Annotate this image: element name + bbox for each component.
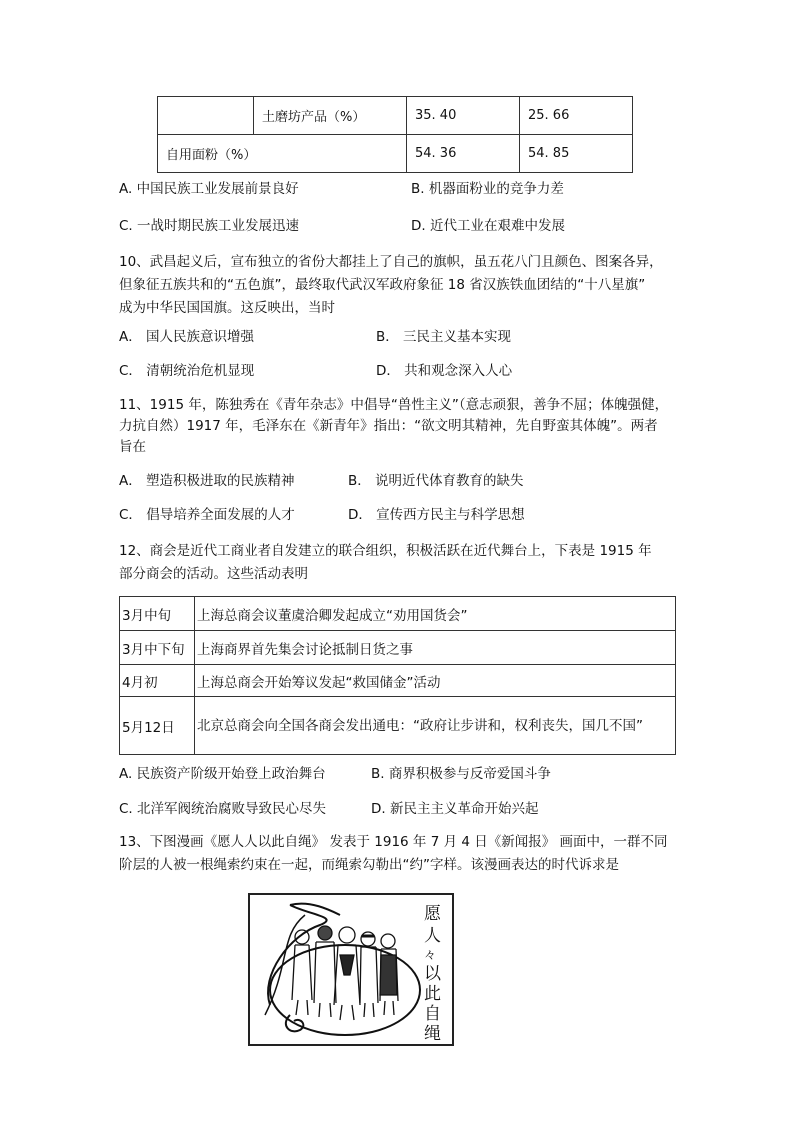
table-row xyxy=(158,97,633,135)
question-13-text: 13、下图漫画《愿人人以此自绳》 发表于 1916 年 7 月 4 日《新闻报》 画面中，一群不同 xyxy=(119,834,668,850)
option-c: C． 清朝统治危机显现 xyxy=(119,363,255,379)
table-row xyxy=(120,697,676,755)
question-10-text: 10、武昌起义后，宣布独立的省份大都挂上了自己的旗帜，虽五花八门且颜色、图案各异， xyxy=(119,254,663,270)
table-cell: 25. 66 xyxy=(520,97,633,135)
svg-text:以: 以 xyxy=(424,964,441,984)
question-11-text: 旨在 xyxy=(119,439,146,455)
svg-text:々: 々 xyxy=(424,948,437,962)
table-cell: 土磨坊产品（%） xyxy=(254,97,407,135)
chamber-activity-table xyxy=(119,596,676,755)
date-cell: 3月中下旬 xyxy=(120,631,195,665)
question-12-text: 部分商会的活动。这些活动表明 xyxy=(119,566,308,582)
svg-text:自: 自 xyxy=(424,1004,441,1024)
flour-table xyxy=(157,96,633,173)
option-b: B. 机器面粉业的竞争力差 xyxy=(411,181,564,197)
event-cell: 北京总商会向全国各商会发出通电：“政府让步讲和，权利丧失，国几不国” xyxy=(195,697,676,755)
question-11-text: 力抗自然）1917 年，毛泽东在《新青年》指出：“欲文明其精神，先自野蛮其体魄”。两者 xyxy=(119,418,658,434)
option-c: C. 北洋军阀统治腐败导致民心尽失 xyxy=(119,801,327,817)
date-cell: 5月12日 xyxy=(120,697,195,755)
option-b: B. 商界积极参与反帝爱国斗争 xyxy=(371,766,551,782)
question-12-text: 12、商会是近代工商业者自发建立的联合组织，积极活跃在近代舞台上，下表是 1915 年 xyxy=(119,543,652,559)
table-cell: 54. 85 xyxy=(520,135,633,173)
cartoon-image xyxy=(248,893,454,1046)
svg-text:此: 此 xyxy=(424,984,441,1004)
question-11-text: 11、1915 年，陈独秀在《青年杂志》中倡导“兽性主义”（意志顽狠，善争不屈；体魄强健， xyxy=(119,397,669,413)
table-cell xyxy=(158,97,254,135)
table-row xyxy=(120,631,676,665)
option-a: A. 民族资产阶级开始登上政治舞台 xyxy=(119,766,326,782)
svg-text:愿: 愿 xyxy=(424,904,441,924)
option-b: B． 三民主义基本实现 xyxy=(376,329,512,345)
table-cell: 自用面粉（%） xyxy=(158,135,407,173)
svg-text:绳: 绳 xyxy=(424,1024,441,1044)
question-10-text: 成为中华民国国旗。这反映出，当时 xyxy=(119,300,335,316)
option-d: D． 共和观念深入人心 xyxy=(376,363,513,379)
event-cell: 上海商界首先集会讨论抵制日货之事 xyxy=(195,631,676,665)
question-10-text: 但象征五族共和的“五色旗”，最终取代武汉军政府象征 18 省汉族铁血团结的“十八星旗” xyxy=(119,277,646,293)
option-d: D． 宣传西方民主与科学思想 xyxy=(348,507,525,523)
svg-text:人: 人 xyxy=(424,926,441,946)
option-c: C. 一战时期民族工业发展迅速 xyxy=(119,218,300,234)
option-a: A. 中国民族工业发展前景良好 xyxy=(119,181,299,197)
option-a: A． 塑造积极进取的民族精神 xyxy=(119,473,295,489)
event-cell: 上海总商会议董虞洽卿发起成立“劝用国货会” xyxy=(195,597,676,631)
option-a: A． 国人民族意识增强 xyxy=(119,329,255,345)
question-13-text: 阶层的人被一根绳索约束在一起，而绳索勾勒出“约”字样。该漫画表达的时代诉求是 xyxy=(119,857,619,873)
table-row xyxy=(158,135,633,173)
table-cell: 35. 40 xyxy=(407,97,520,135)
table-row xyxy=(120,597,676,631)
date-cell: 3月中旬 xyxy=(120,597,195,631)
option-d: D. 新民主主义革命开始兴起 xyxy=(371,801,539,817)
event-cell: 上海总商会开始筹议发起“救国储金”活动 xyxy=(195,665,676,697)
date-cell: 4月初 xyxy=(120,665,195,697)
option-c: C． 倡导培养全面发展的人才 xyxy=(119,507,295,523)
option-d: D. 近代工业在艰难中发展 xyxy=(411,218,565,234)
table-row xyxy=(120,665,676,697)
option-b: B． 说明近代体育教育的缺失 xyxy=(348,473,524,489)
table-cell: 54. 36 xyxy=(407,135,520,173)
cartoon-drawing xyxy=(250,895,452,1044)
